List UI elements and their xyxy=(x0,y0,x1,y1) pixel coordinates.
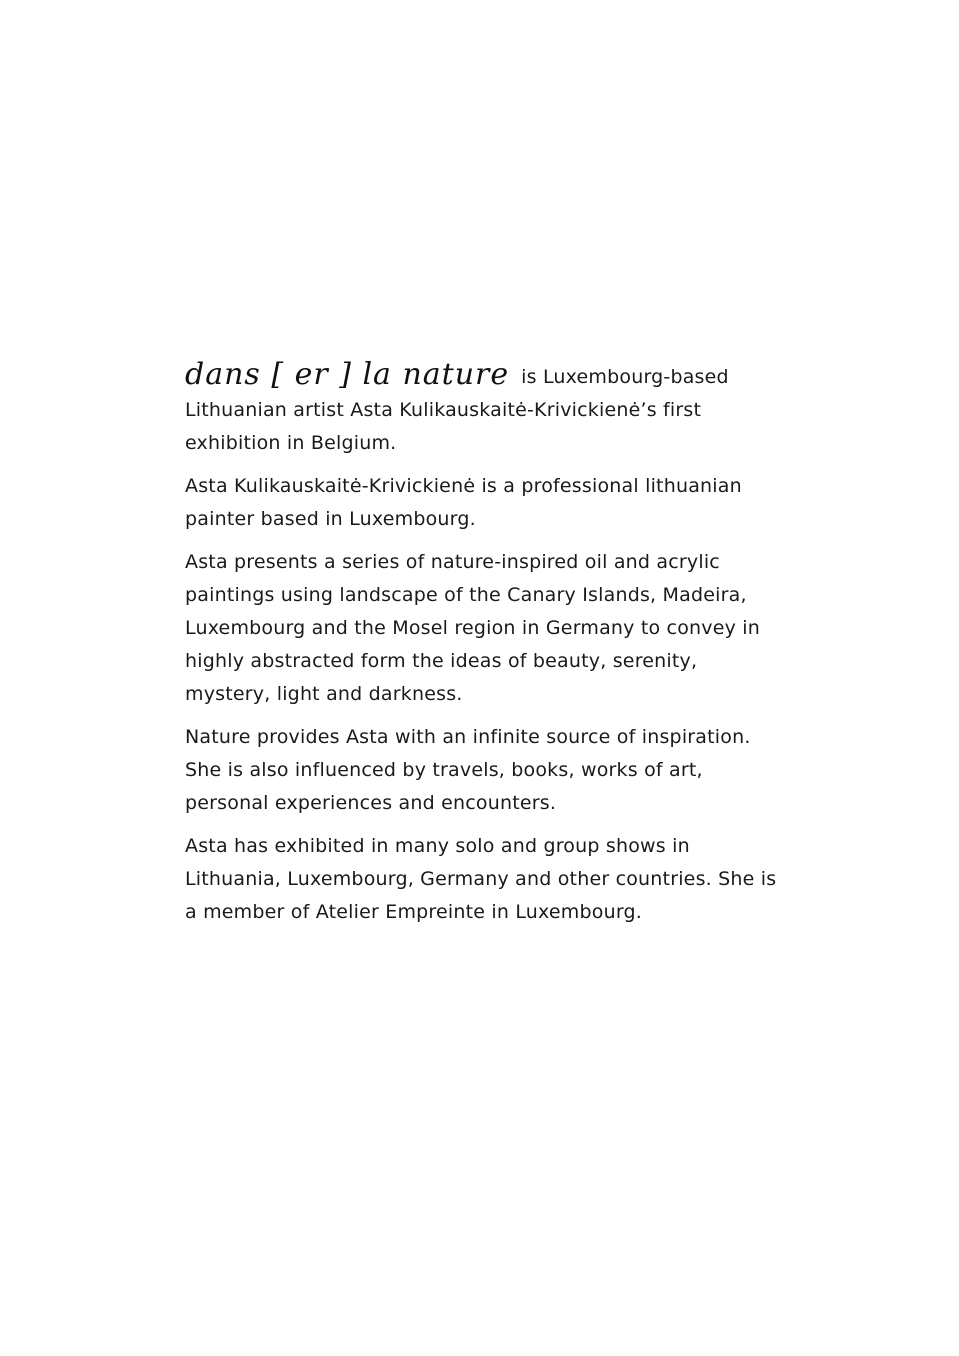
intro-paragraph xyxy=(185,358,785,460)
exhibition-title: dans [ er ] la nature xyxy=(185,357,510,392)
inspiration-paragraph: Nature provides Asta with an infinite source of inspiration. She is also influenced by travels, books, works of art, personal experiences and encounters. xyxy=(185,726,751,814)
artist-paragraph: Asta Kulikauskaitė-Krivickienė is a professional lithuanian painter based in Luxembourg. xyxy=(185,475,742,530)
exhibitions-paragraph: Asta has exhibited in many solo and group shows in Lithuania, Luxembourg, Germany and other countries. She is a member of Atelier Empreinte in Luxembourg. xyxy=(185,835,777,923)
series-paragraph: Asta presents a series of nature-inspired oil and acrylic paintings using landscape of the Canary Islands, Madeira, Luxembourg and the Mosel region in Germany to convey in highly abstracted form the ideas of beauty, serenity, mystery, light and darkness. xyxy=(185,551,761,705)
exhibition-text xyxy=(185,358,785,939)
intro-text: is Luxembourg-based Lithuanian artist Asta Kulikauskaitė-Krivickienė’s first exhibition in Belgium. xyxy=(185,366,729,454)
